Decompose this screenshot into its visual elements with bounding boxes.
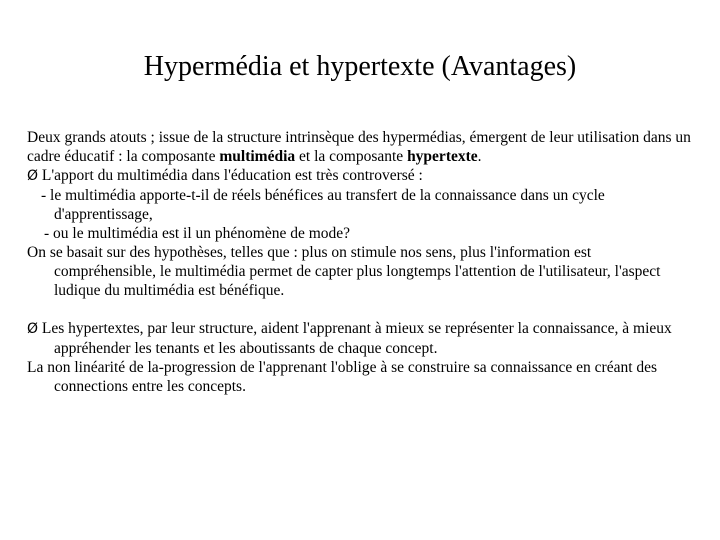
section1-item-benefits: - le multimédia apporte-t-il de réels bénéfices au transfert de la connaissance dans un cycle d'apprentissage, xyxy=(41,187,605,223)
bullet-marker-icon: Ø xyxy=(27,321,39,337)
bullet-marker-icon: Ø xyxy=(27,168,39,184)
section2-conclusion: La non linéarité de la-progression de l'apprenant l'oblige à se construire sa connaissance en créant des connections entre les concepts. xyxy=(27,359,658,395)
section1-item-fashion: - ou le multimédia est il un phénomène de mode? xyxy=(44,225,351,242)
section1-conclusion: On se basait sur des hypothèses, telles que : plus on stimule nos sens, plus l'information est compréhensible, le multimédia permet de capter plus longtemps l'attention de l'utilisateur, l'aspect ludique du multimédia est bénéfique. xyxy=(27,244,661,299)
section2-lead xyxy=(27,319,697,358)
intro-paragraph xyxy=(27,128,697,166)
section2-lead-text: Les hypertextes, par leur structure, aident l'apprenant à mieux se représenter la connaissance, à mieux appréhender les tenants et les aboutissants de chaque concept. xyxy=(38,320,672,357)
section-hypertext xyxy=(27,319,697,396)
intro-text-after: . xyxy=(477,148,482,165)
intro-bold-hypertexte: hypertexte xyxy=(407,148,478,165)
section1-lead-text: L'apport du multimédia dans l'éducation est très controversé : xyxy=(38,167,423,184)
slide-title: Hypermédia et hypertexte (Avantages) xyxy=(143,51,577,82)
section-multimedia xyxy=(27,166,697,300)
slide-body xyxy=(27,128,697,415)
intro-bold-multimedia: multimédia xyxy=(219,148,296,165)
intro-text-before: Deux grands atouts ; issue de la structure intrinsèque des hypermédias, émergent de leur utilisation dans un cadre éducatif : la composante xyxy=(27,129,691,165)
section1-lead xyxy=(27,166,697,186)
intro-text-middle: et la composante xyxy=(295,148,408,165)
